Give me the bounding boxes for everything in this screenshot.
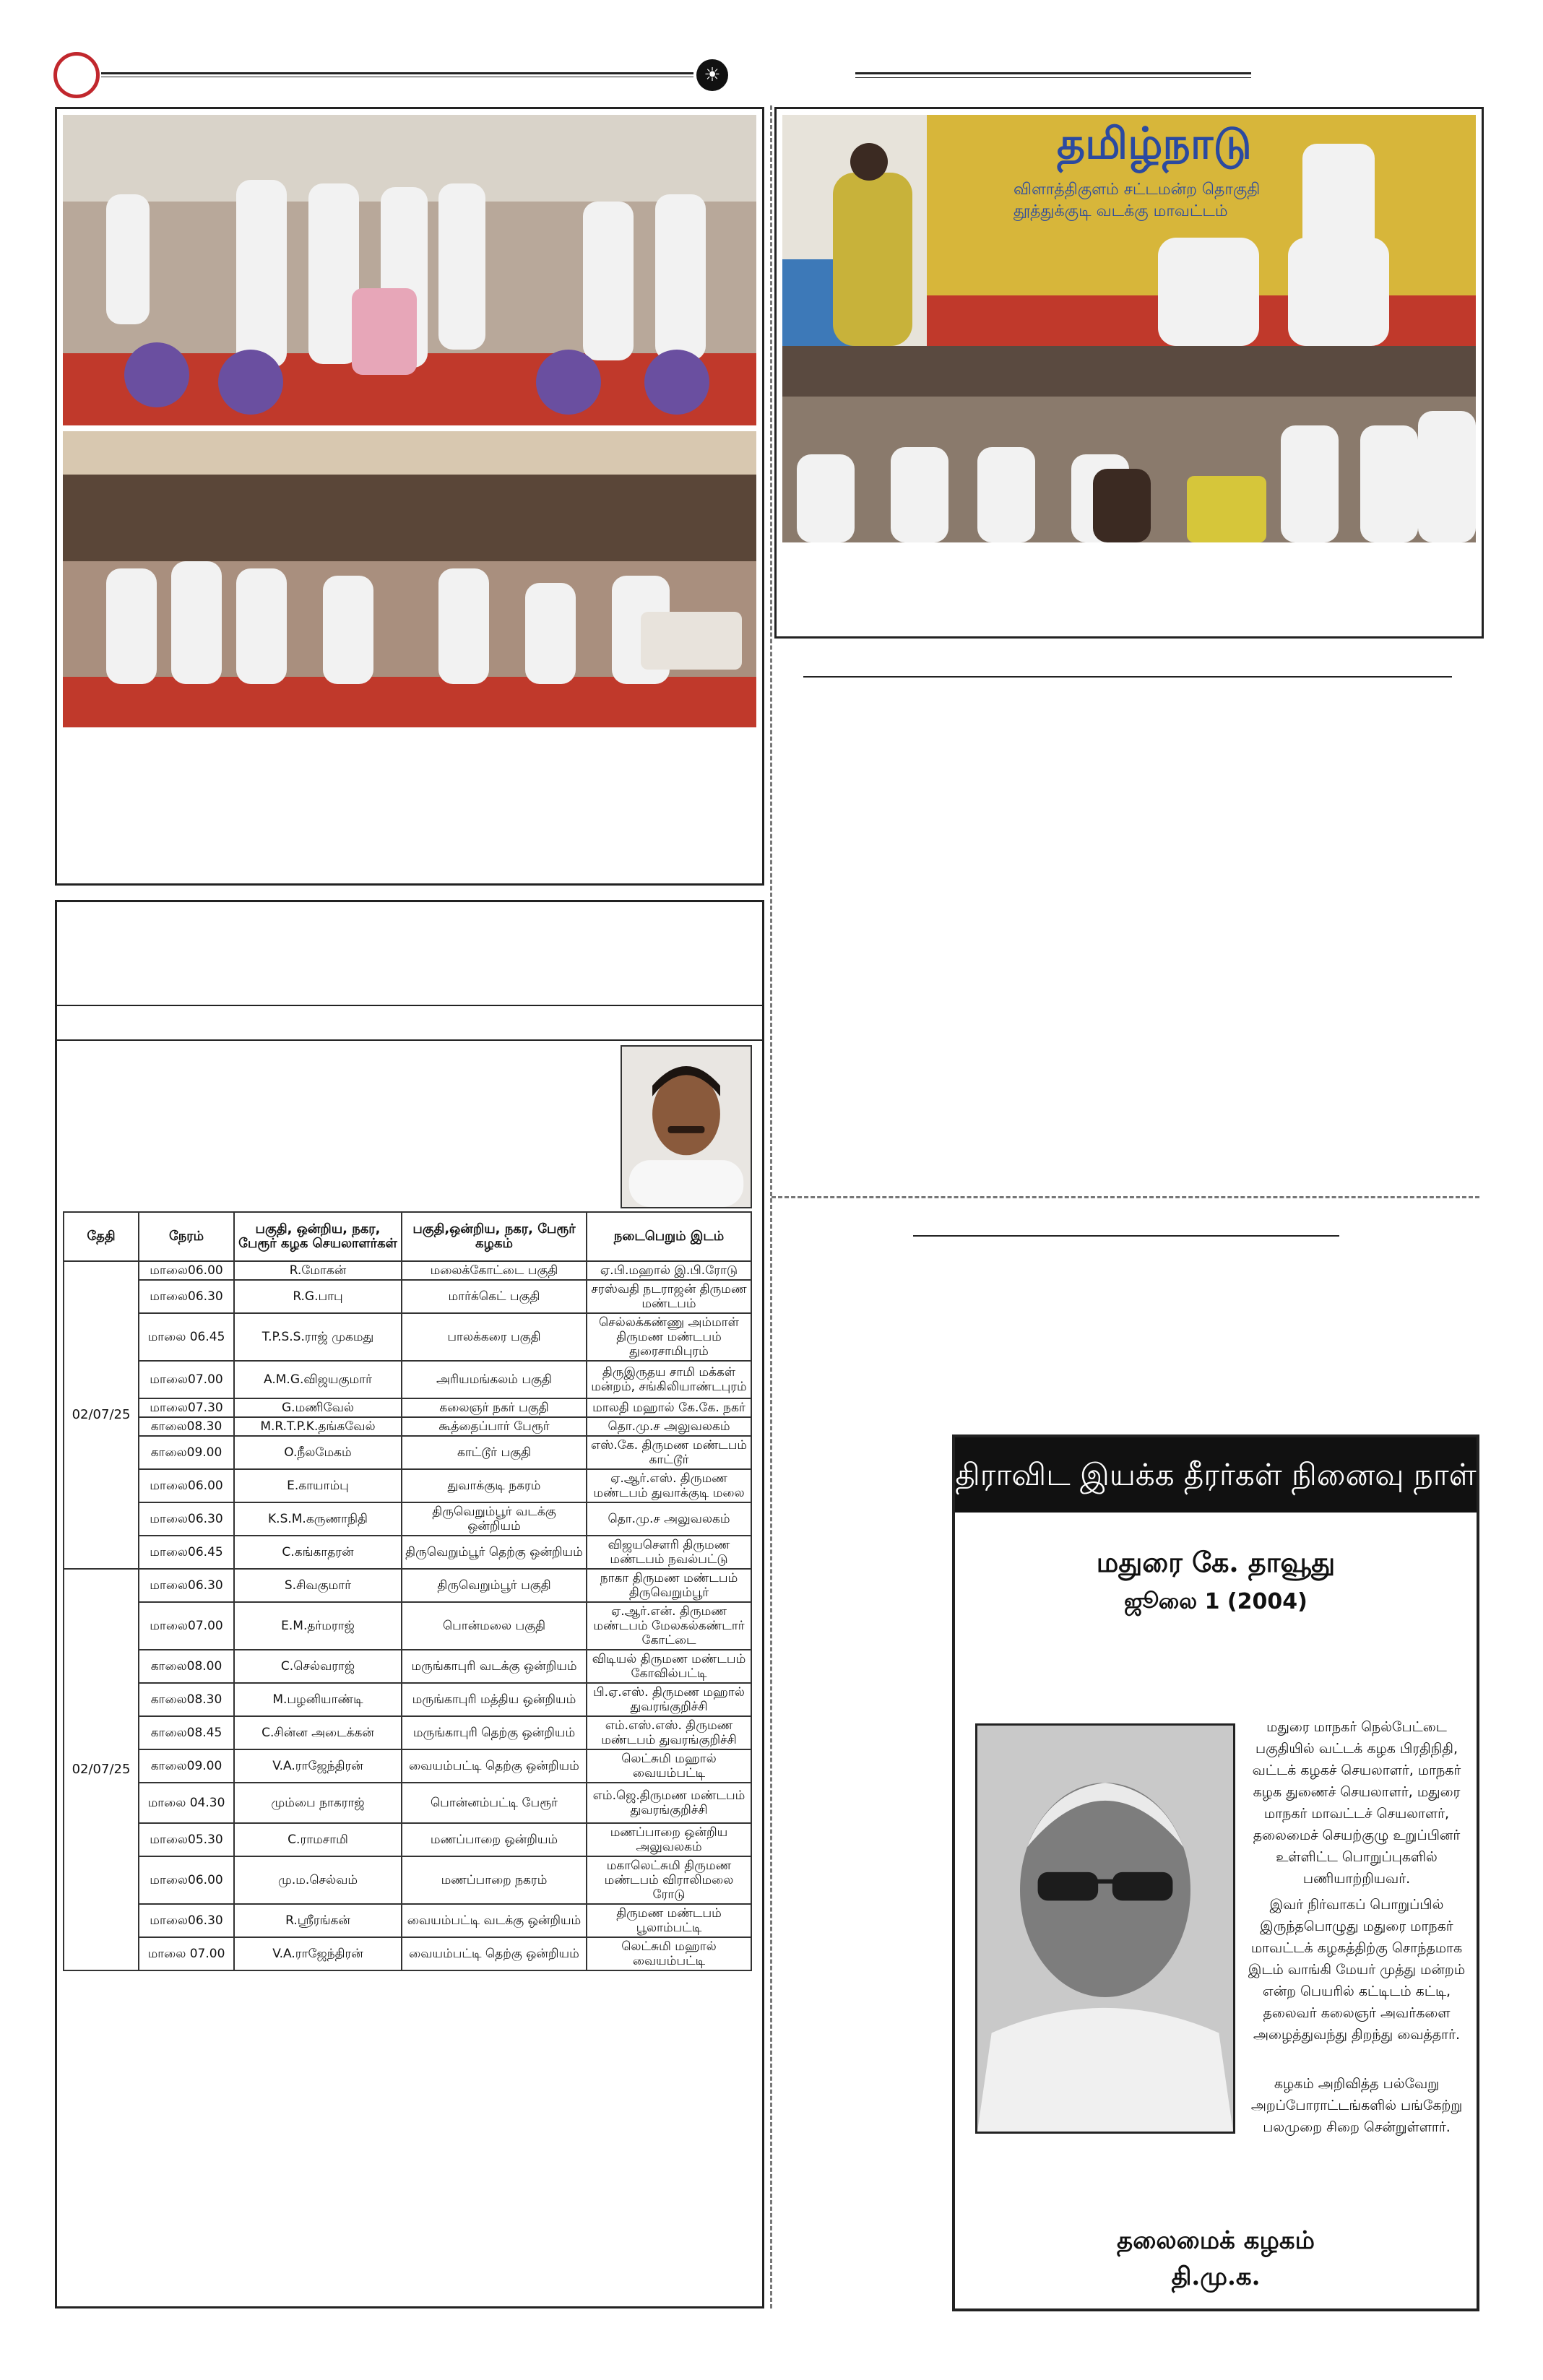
schedule-time: காலை08.45 [139, 1716, 234, 1749]
schedule-time: மாலை06.30 [139, 1569, 234, 1602]
schedule-secretary: S.சிவகுமார் [234, 1569, 402, 1602]
table-row [64, 1361, 751, 1398]
col-header-venue: நடைபெறும் இடம் [587, 1212, 751, 1261]
schedule-unit: மணப்பாறை நகரம் [402, 1856, 587, 1904]
schedule-venue: மணப்பாறை ஒன்றிய அலுவலகம் [587, 1823, 751, 1856]
table-row [64, 1602, 751, 1650]
schedule-venue: திருமண மண்டபம் பூலாம்பட்டி [587, 1904, 751, 1937]
table-header-row [64, 1212, 751, 1261]
schedule-time: மாலை06.30 [139, 1280, 234, 1313]
table-row [64, 1280, 751, 1313]
schedule-time: மாலை07.30 [139, 1398, 234, 1417]
schedule-venue: தொ.மு.ச அலுவலகம் [587, 1502, 751, 1536]
welfare-distribution-photo [63, 115, 756, 425]
schedule-venue: சரஸ்வதி நடராஜன் திருமண மண்டபம் [587, 1280, 751, 1313]
table-row [64, 1536, 751, 1569]
schedule-secretary: C.சின்ன அடைக்கன் [234, 1716, 402, 1749]
schedule-time: மாலை06.30 [139, 1904, 234, 1937]
schedule-unit: வையம்பட்டி தெற்கு ஒன்றியம் [402, 1749, 587, 1783]
schedule-venue: விஜயசௌரி திருமண மண்டபம் நவல்பட்டு [587, 1536, 751, 1569]
banner-line1: விளாத்திகுளம் சட்டமன்ற தொகுதி [1013, 181, 1261, 199]
schedule-date: 02/07/25 [64, 1261, 139, 1569]
schedule-unit: கலைஞர் நகர் பகுதி [402, 1398, 587, 1417]
schedule-time: மாலை 06.45 [139, 1313, 234, 1361]
schedule-unit: பொன்னம்பட்டி பேரூர் [402, 1783, 587, 1823]
schedule-date: 02/07/25 [64, 1569, 139, 1970]
schedule-unit: திருவெறும்பூர் வடக்கு ஒன்றியம் [402, 1502, 587, 1536]
schedule-unit: மலைக்கோட்டை பகுதி [402, 1261, 587, 1280]
schedule-time: மாலை06.00 [139, 1469, 234, 1502]
schedule-unit: திருவெறும்பூர் தெற்கு ஒன்றியம் [402, 1536, 587, 1569]
memorial-name: மதுரை கே. தாவூது [1096, 1546, 1336, 1578]
memorial-para-1: மதுரை மாநகர் நெல்பேட்டை பகுதியில் வட்டக் கழக பிரதிநிதி, வட்டக் கழகச் செயலாளர், மாநகர் கழக துணைச் செயலாளர், மதுரை மாநகர் மாவட்டச் செயலாளர், தலைமைச் செயற்குழு உறுப்பினர் உள்ளிட்ட பொறுப்புகளில் பணியாற்றியவர். [1252, 1719, 1461, 1887]
schedule-secretary: K.S.M.கருணாநிதி [234, 1502, 402, 1536]
table-row [64, 1716, 751, 1749]
col-header-secretary: பகுதி, ஒன்றிய, நகர, பேரூர் கழக செயலாளர்கள் [234, 1212, 402, 1261]
schedule-venue: லெட்சுமி மஹால் வையம்பட்டி [587, 1749, 751, 1783]
table-row [64, 1569, 751, 1602]
assembly-meeting-article [774, 107, 1484, 639]
schedule-venue: விடியல் திருமண மண்டபம் கோவில்பட்டி [587, 1650, 751, 1683]
table-row [64, 1261, 751, 1280]
table-row [64, 1937, 751, 1970]
schedule-secretary: M.பழனியாண்டி [234, 1683, 402, 1716]
schedule-time: மாலை07.00 [139, 1361, 234, 1398]
meeting-audience-photo [782, 346, 1476, 542]
schedule-secretary: R.ஸ்ரீரங்கன் [234, 1904, 402, 1937]
memorial-sign-1: தலைமைக் கழகம் [1117, 2226, 1315, 2255]
memorial-heading: திராவிட இயக்க தீரர்கள் நினைவு நாள் [955, 1437, 1477, 1513]
schedule-venue: எம்.ஜெ.திருமண மண்டபம் துவரங்குறிச்சி [587, 1783, 751, 1823]
schedule-time: மாலை07.00 [139, 1602, 234, 1650]
schedule-secretary: மும்பை நாகராஜ் [234, 1783, 402, 1823]
table-row [64, 1749, 751, 1783]
schedule-time: மாலை 07.00 [139, 1937, 234, 1970]
col-header-date: தேதி [64, 1212, 139, 1261]
schedule-venue: எம்.எஸ்.எஸ். திருமண மண்டபம் துவரங்குறிச்சி [587, 1716, 751, 1749]
table-row [64, 1313, 751, 1361]
schedule-venue: எஸ்.கே. திருமண மண்டபம் காட்டூர் [587, 1436, 751, 1469]
schedule-unit: வையம்பட்டி வடக்கு ஒன்றியம் [402, 1904, 587, 1937]
schedule-venue: செல்லக்கண்ணு அம்மாள் திருமண மண்டபம் துரைசாமிபுரம் [587, 1313, 751, 1361]
schedule-unit: பொன்மலை பகுதி [402, 1602, 587, 1650]
schedule-secretary: C.செல்வராஜ் [234, 1650, 402, 1683]
schedule-secretary: மு.ம.செல்வம் [234, 1856, 402, 1904]
page-marker-circle [53, 52, 100, 98]
schedule-venue: தொ.மு.ச அலுவலகம் [587, 1417, 751, 1436]
table-row [64, 1398, 751, 1417]
schedule-unit: பாலக்கரை பகுதி [402, 1313, 587, 1361]
memorial-date: ஜூலை 1 (2004) [1124, 1589, 1308, 1614]
stage-speech-photo [782, 115, 1476, 346]
schedule-time: மாலை05.30 [139, 1823, 234, 1856]
schedule-time: காலை09.00 [139, 1749, 234, 1783]
schedule-unit: மருங்காபுரி மத்திய ஒன்றியம் [402, 1683, 587, 1716]
schedule-secretary: C.ராமசாமி [234, 1823, 402, 1856]
schedule-time: காலை08.30 [139, 1683, 234, 1716]
schedule-venue: ஏ.ஆர்.எஸ். திருமண மண்டபம் துவாக்குடி மலை [587, 1469, 751, 1502]
schedule-table [63, 1211, 752, 1971]
table-row [64, 1436, 751, 1469]
memorial-ad [952, 1435, 1479, 2311]
schedule-time: மாலை06.30 [139, 1502, 234, 1536]
table-row [64, 1823, 751, 1856]
table-row [64, 1856, 751, 1904]
schedule-time: காலை08.00 [139, 1650, 234, 1683]
schedule-venue: ஏ.ஆர்.என். திருமண மண்டபம் மேலகல்கண்டார் கோட்டை [587, 1602, 751, 1650]
schedule-venue: லெட்சுமி மஹால் வையம்பட்டி [587, 1937, 751, 1970]
schedule-article [55, 900, 764, 2308]
schedule-time: மாலை06.00 [139, 1261, 234, 1280]
col-header-time: நேரம் [139, 1212, 234, 1261]
table-row [64, 1783, 751, 1823]
section-rule-2 [913, 1235, 1339, 1237]
column-divider [770, 105, 772, 2308]
table-row [64, 1469, 751, 1502]
schedule-secretary: V.A.ராஜேந்திரன் [234, 1937, 402, 1970]
schedule-venue: திருஇருதய சாமி மக்கள் மன்றம், சங்கிலியாண்டபுரம் [587, 1361, 751, 1398]
col-header-unit: பகுதி,ஒன்றிய, நகர, பேரூர் கழகம் [402, 1212, 587, 1261]
table-row [64, 1904, 751, 1937]
schedule-unit: திருவெறும்பூர் பகுதி [402, 1569, 587, 1602]
schedule-unit: காட்டூர் பகுதி [402, 1436, 587, 1469]
schedule-venue: ஏ.பி.மஹால் இ.பி.ரோடு [587, 1261, 751, 1280]
schedule-table-wrap [63, 1211, 751, 1971]
schedule-unit: துவாக்குடி நகரம் [402, 1469, 587, 1502]
welfare-event-article [55, 107, 764, 886]
schedule-venue: நாகா திருமண மண்டபம் திருவெறும்பூர் [587, 1569, 751, 1602]
schedule-time: காலை09.00 [139, 1436, 234, 1469]
schedule-venue: பி.ஏ.எஸ். திருமண மஹால் துவரங்குறிச்சி [587, 1683, 751, 1716]
table-row [64, 1502, 751, 1536]
schedule-unit: மருங்காபுரி தெற்கு ஒன்றியம் [402, 1716, 587, 1749]
schedule-unit: மணப்பாறை ஒன்றியம் [402, 1823, 587, 1856]
banner-title: தமிழ்நாடு [1057, 118, 1252, 169]
memorial-portrait-photo [975, 1723, 1235, 2134]
schedule-unit: மருங்காபுரி வடக்கு ஒன்றியம் [402, 1650, 587, 1683]
audience-photo [63, 431, 756, 727]
memorial-sign-2: தி.மு.க. [1171, 2262, 1261, 2291]
section-rule [803, 676, 1452, 678]
schedule-header-rule-2 [57, 1039, 762, 1041]
header-rule-right-2 [855, 77, 1251, 78]
banner-line2: தூத்துக்குடி வடக்கு மாவட்டம் [1013, 202, 1228, 220]
schedule-unit: அரியமங்கலம் பகுதி [402, 1361, 587, 1398]
schedule-time: மாலை06.00 [139, 1856, 234, 1904]
header-rule [101, 72, 693, 74]
schedule-venue: மாலதி மஹால் கே.கே. நகர் [587, 1398, 751, 1417]
schedule-unit: மார்க்கெட் பகுதி [402, 1280, 587, 1313]
memorial-para-3: கழகம் அறிவித்த பல்வேறு அறப்போராட்டங்களில் பங்கேற்று பலமுறை சிறை சென்றுள்ளார். [1250, 2076, 1463, 2135]
schedule-time: மாலை 04.30 [139, 1783, 234, 1823]
schedule-secretary: R.G.பாபு [234, 1280, 402, 1313]
section-divider [772, 1196, 1479, 1198]
schedule-secretary: G.மணிவேல் [234, 1398, 402, 1417]
schedule-secretary: T.P.S.S.ராஜ் முகமது [234, 1313, 402, 1361]
table-row [64, 1683, 751, 1716]
header-rule-right [855, 72, 1251, 74]
schedule-header-rule [57, 1005, 762, 1006]
schedule-unit: வையம்பட்டி தெற்கு ஒன்றியம் [402, 1937, 587, 1970]
schedule-secretary: E.காயாம்பு [234, 1469, 402, 1502]
schedule-venue: மகாலெட்சுமி திருமண மண்டபம் விராலிமலை ரோடு [587, 1856, 751, 1904]
schedule-secretary: O.நீலமேகம் [234, 1436, 402, 1469]
schedule-unit: கூத்தைப்பார் பேரூர் [402, 1417, 587, 1436]
leader-portrait-photo [621, 1045, 752, 1208]
schedule-secretary: A.M.G.விஜயகுமார் [234, 1361, 402, 1398]
schedule-secretary: V.A.ராஜேந்திரன் [234, 1749, 402, 1783]
memorial-para-2: இவர் நிர்வாகப் பொறுப்பில் இருந்தபொழுது மதுரை மாநகர் மாவட்டக் கழகத்திற்கு சொந்தமாக இடம் வாங்கி மேயர் முத்து மன்றம் என்ற பெயரில் கட்டிடம் கட்டி, தலைவர் கலைஞர் அவர்களை அழைத்துவந்து திறந்து வைத்தார். [1248, 1897, 1466, 2043]
schedule-time: மாலை06.45 [139, 1536, 234, 1569]
table-row [64, 1650, 751, 1683]
schedule-secretary: E.M.தர்மராஜ் [234, 1602, 402, 1650]
schedule-time: காலை08.30 [139, 1417, 234, 1436]
table-row [64, 1417, 751, 1436]
schedule-secretary: C.கங்காதரன் [234, 1536, 402, 1569]
schedule-secretary: M.R.T.P.K.தங்கவேல் [234, 1417, 402, 1436]
rising-sun-icon: ☀ [696, 59, 728, 91]
schedule-secretary: R.மோகன் [234, 1261, 402, 1280]
